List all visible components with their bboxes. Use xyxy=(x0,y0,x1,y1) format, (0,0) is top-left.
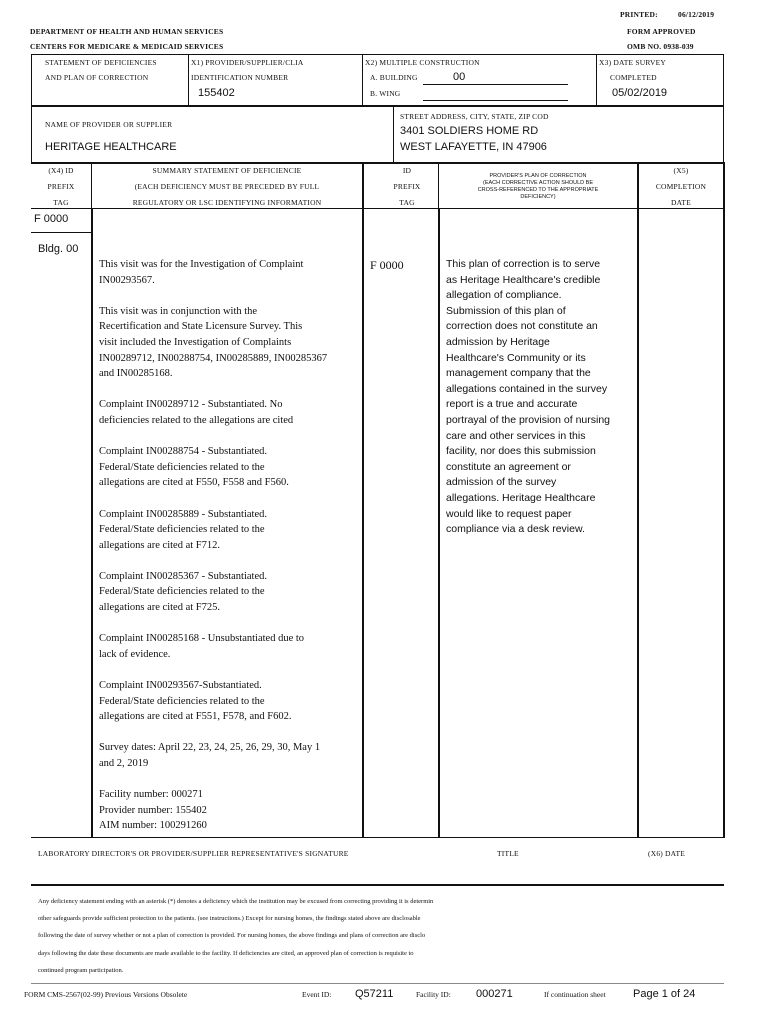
cms-title: CENTERS FOR MEDICARE & MEDICAID SERVICES xyxy=(30,42,224,51)
title-label: TITLE xyxy=(497,849,519,858)
x4-header-2: PREFIX xyxy=(47,182,75,191)
event-id-value: Q57211 xyxy=(355,988,394,1000)
x2-label: X2) MULTIPLE CONSTRUCTION xyxy=(365,58,480,67)
building-label: A. BUILDING xyxy=(370,73,418,82)
continuation-label: If continuation sheet xyxy=(544,990,606,999)
x1-label-2: IDENTIFICATION NUMBER xyxy=(191,73,289,82)
building-value: 00 xyxy=(453,71,466,83)
disclaimer-line: other safeguards provide sufficient protection to the patients. (see instructions.) Except for nursing homes, the findings stated above are disclosable xyxy=(38,915,421,923)
summary-paragraph: Complaint IN00285367 - Substantiated. Federal/State deficiencies related to the allegations are cited at F725. xyxy=(99,570,267,614)
form-approved: FORM APPROVED xyxy=(627,27,696,36)
summary-paragraph: Complaint IN00293567-Substantiated. Federal/State deficiencies related to the allegations are cited at F551, F578, and F602. xyxy=(99,680,292,723)
x5-header-2: COMPLETION xyxy=(655,182,707,191)
provider-id-value: 155402 xyxy=(198,87,235,99)
printed-label: PRINTED: xyxy=(620,10,658,19)
summary-paragraph: Complaint IN00288754 - Substantiated. Federal/State deficiencies related to the allegations are cited at F550, F558 and F560. xyxy=(99,446,289,489)
x3-label-1: X3) DATE SURVEY xyxy=(599,58,666,67)
statement-label-2: AND PLAN OF CORRECTION xyxy=(45,73,149,82)
disclaimer-line: days following the date these documents are made available to the facility. If deficiencies are cited, an approved plan of correction is requisite to xyxy=(38,949,414,957)
facility-id-value: 000271 xyxy=(476,988,513,1000)
x5-header-1: (X5) xyxy=(673,166,689,175)
id-header-2: PREFIX xyxy=(393,182,421,191)
statement-label-1: STATEMENT OF DEFICIENCIES xyxy=(45,58,157,67)
facility-id-label: Facility ID: xyxy=(416,990,451,999)
summary-paragraph: This visit was for the Investigation of Complaint IN00293567. xyxy=(99,259,304,286)
plan-of-correction-text: This plan of correction is to serve as Heritage Healthcare's credible allegation of compliance. Submission of this plan of correction does not constitute an admission by Heritage Healthcare's Community or its management company that the allegations contained in the survey report is a true and accurate portrayal of the provision of nursing care and other services in this facility, nor does this submission constitute an agreement or admission of the survey allegations. Heritage Healthcare would like to request paper compliance via a desk review. xyxy=(446,258,611,536)
tag-value: F 0000 xyxy=(34,213,69,225)
x4-header-1: (X4) ID xyxy=(48,166,74,175)
summary-header-3: REGULATORY OR LSC IDENTIFYING INFORMATION xyxy=(132,198,322,207)
dept-title: DEPARTMENT OF HEALTH AND HUMAN SERVICES xyxy=(30,27,224,36)
building-tag: Bldg. 00 xyxy=(38,243,79,255)
summary-header-1: SUMMARY STATEMENT OF DEFICIENCIE xyxy=(152,166,302,175)
summary-paragraph: Complaint IN00285168 - Unsubstantiated due to lack of evidence. xyxy=(99,633,305,660)
omb-number: OMB NO. 0938-039 xyxy=(627,42,694,51)
x6-date-label: (X6) DATE xyxy=(648,849,686,858)
disclaimer-line: Any deficiency statement ending with an asterisk (*) denotes a deficiency which the institution may be excused from correcting providing it is determin xyxy=(38,898,434,905)
summary-paragraph: Complaint IN00289712 - Substantiated. No deficiencies related to the allegations are cited xyxy=(99,399,294,426)
poc-header-4: DEFICIENCY) xyxy=(520,194,556,200)
poc-header-2: (EACH CORRECTIVE ACTION SHOULD BE xyxy=(482,180,594,186)
summary-statement xyxy=(99,257,361,850)
x1-label-1: X1) PROVIDER/SUPPLIER/CLIA xyxy=(191,58,304,67)
summary-paragraph: Complaint IN00285889 - Substantiated. Federal/State deficiencies related to the allegations are cited at F712. xyxy=(99,508,267,551)
event-id-label: Event ID: xyxy=(302,990,332,999)
address-line-2: WEST LAFAYETTE, IN 47906 xyxy=(400,141,547,153)
provider-name-label: NAME OF PROVIDER OR SUPPLIER xyxy=(45,120,173,129)
x4-header-3: TAG xyxy=(53,198,69,207)
summary-paragraph: Facility number: 000271 Provider number: 155402 AIM number: 100291260 xyxy=(99,789,207,832)
summary-paragraph: This visit was in conjunction with the Recertification and State Licensure Survey. This visit included the Investigation of Complaints IN00289712, IN00288754, IN00285889, IN00285367 and IN00285168. xyxy=(99,305,328,380)
address-label: STREET ADDRESS, CITY, STATE, ZIP COD xyxy=(400,112,549,121)
id-header-1: ID xyxy=(402,166,412,175)
x5-header-3: DATE xyxy=(671,198,691,207)
poc-tag-value: F 0000 xyxy=(370,258,404,272)
poc-header-3: CROSS-REFERENCED TO THE APPROPRIATE xyxy=(477,187,599,193)
summary-header-2: (EACH DEFICIENCY MUST BE PRECEDED BY FULL xyxy=(134,182,320,191)
survey-date-value: 05/02/2019 xyxy=(612,87,668,99)
printed-date: 06/12/2019 xyxy=(678,10,715,19)
disclaimer-line: following the date of survey whether or not a plan of correction is provided. For nursing homes, the above findings and plans of correction are disclo xyxy=(38,932,426,940)
poc-header xyxy=(439,173,637,201)
disclaimer-line: continued program participation. xyxy=(38,966,124,974)
form-number: FORM CMS-2567(02-99) Previous Versions Obsolete xyxy=(24,990,188,999)
wing-label: B. WING xyxy=(370,89,401,98)
summary-paragraph: Survey dates: April 22, 23, 24, 25, 26, 29, 30, May 1 and 2, 2019 xyxy=(99,742,321,769)
id-header-3: TAG xyxy=(399,198,415,207)
provider-name-value: HERITAGE HEALTHCARE xyxy=(45,141,177,153)
page-number: Page 1 of 24 xyxy=(633,988,696,1000)
address-line-1: 3401 SOLDIERS HOME RD xyxy=(400,125,539,137)
poc-header-1: PROVIDER'S PLAN OF CORRECTION xyxy=(489,173,587,179)
x3-label-2: COMPLETED xyxy=(610,73,657,82)
signature-label: LABORATORY DIRECTOR'S OR PROVIDER/SUPPLIER REPRESENTATIVE'S SIGNATURE xyxy=(38,849,349,858)
disclaimer xyxy=(38,893,728,979)
